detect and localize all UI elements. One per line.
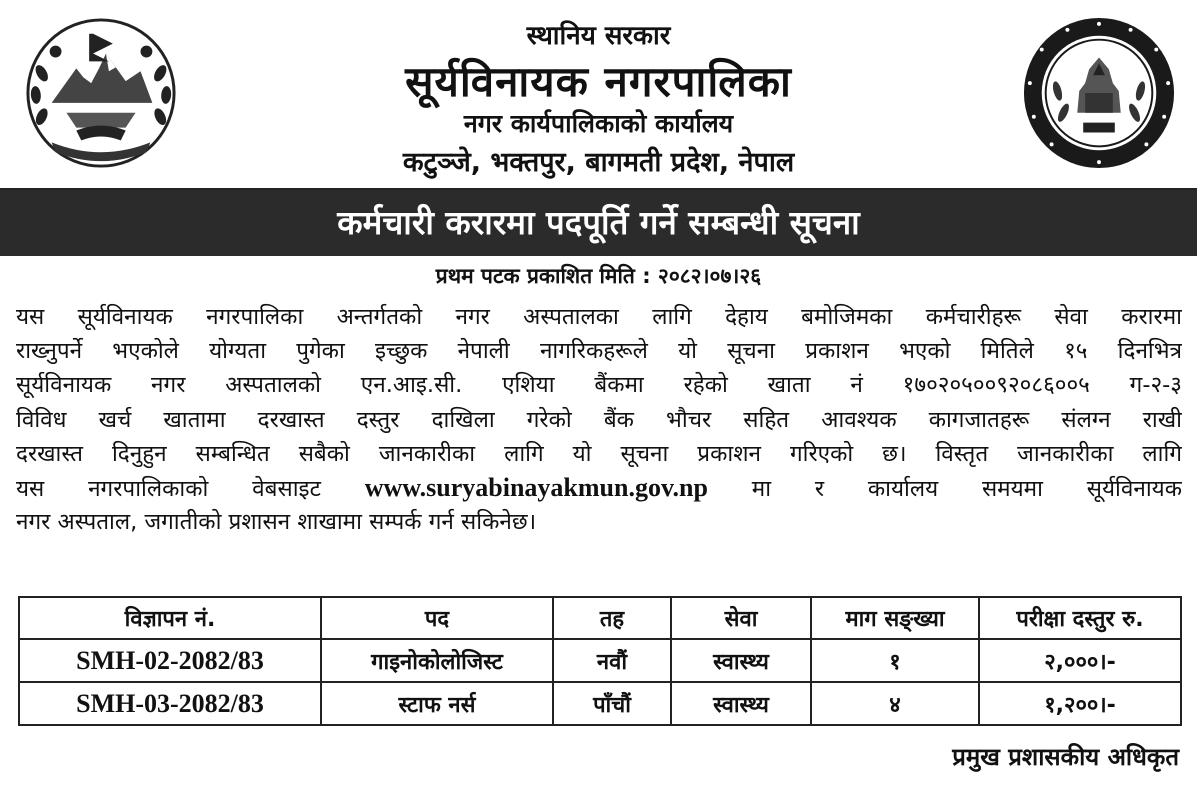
municipality-name: सूर्यविनायक नगरपालिका — [405, 57, 792, 106]
body-line: दरखास्त दिनुहुन सम्बन्धित सबैको जानकारीका लागि यो सूचना प्रकाशन गरिएको छ। विस्तृत जानकारीका लागि — [16, 440, 1182, 467]
body-line: राख्नुपर्ने भएकोले योग्यता पुगेका इच्छुक नेपाली नागरिकहरूले यो सूचना प्रकाशन भएको मितिले १५ दिनभित्र — [16, 338, 1182, 365]
column-header-post: पद — [321, 597, 553, 639]
cell-level: पाँचौं — [553, 682, 671, 725]
body-line: सूर्यविनायक नगर अस्पतालको एन.आइ.सी. एशिया बैंकमा रहेको खाता नं १७०२०५००९२०८६००५ ग-२-३ — [16, 372, 1182, 399]
office-name: नगर कार्यपालिकाको कार्यालय — [463, 109, 734, 138]
website-outro: मा र कार्यालय समयमा सूर्यविनायक — [751, 475, 1182, 502]
notice-body — [16, 300, 1182, 539]
vacancy-table — [18, 596, 1182, 726]
column-header-service: सेवा — [671, 597, 811, 639]
cell-service: स्वास्थ्य — [671, 682, 811, 725]
cell-demand-count: १ — [811, 639, 979, 682]
cell-level: नवौं — [553, 639, 671, 682]
notice-header — [0, 0, 1197, 190]
suryabinayak-municipality-seal-icon — [1020, 14, 1178, 172]
body-line: यस सूर्यविनायक नगरपालिका अन्तर्गतको नगर अस्पतालका लागि देहाय बमोजिमका कर्मचारीहरू सेवा करारमा — [16, 304, 1182, 330]
column-header-exam-fee: परीक्षा दस्तुर रु. — [979, 597, 1181, 639]
cell-service: स्वास्थ्य — [671, 639, 811, 682]
cell-demand-count: ४ — [811, 682, 979, 725]
notice-title-bar — [0, 190, 1197, 256]
publish-date: प्रथम पटक प्रकाशित मिति : २०८२।०७।२६ — [435, 264, 762, 288]
signature-title: प्रमुख प्रशासकीय अधिकृत — [952, 743, 1179, 771]
cell-post: स्टाफ नर्स — [321, 682, 553, 725]
table-row — [19, 639, 1181, 682]
cell-ad-no: SMH-03-2082/83 — [19, 682, 321, 725]
body-line-website — [16, 471, 1182, 505]
column-header-demand-count: माग सङ्ख्या — [811, 597, 979, 639]
local-government-label: स्थानिय सरकार — [526, 21, 671, 51]
column-header-level: तह — [553, 597, 671, 639]
cell-exam-fee: १,२००।- — [979, 682, 1181, 725]
website-intro: यस नगरपालिकाको वेबसाइट — [16, 475, 321, 502]
table-header-row — [19, 597, 1181, 639]
cell-post: गाइनोकोलोजिस्ट — [321, 639, 553, 682]
office-address: कटुञ्जे, भक्तपुर, बागमती प्रदेश, नेपाल — [402, 147, 795, 178]
body-line: विविध खर्च खातामा दरखास्त दस्तुर दाखिला गरेको बैंक भौचर सहित आवश्यक कागजातहरू संलग्न राखी — [16, 406, 1182, 433]
body-line: नगर अस्पताल, जगातीको प्रशासन शाखामा सम्पर्क गर्न सकिनेछ। — [16, 509, 537, 536]
nepal-government-emblem-icon — [22, 14, 180, 172]
cell-exam-fee: २,०००।- — [979, 639, 1181, 682]
cell-ad-no: SMH-02-2082/83 — [19, 639, 321, 682]
table-row — [19, 682, 1181, 725]
website-link[interactable]: www.suryabinayakmun.gov.np — [364, 472, 708, 502]
column-header-ad-no: विज्ञापन नं. — [19, 597, 321, 639]
notice-title: कर्मचारी करारमा पदपूर्ति गर्ने सम्बन्धी सूचना — [337, 203, 860, 242]
